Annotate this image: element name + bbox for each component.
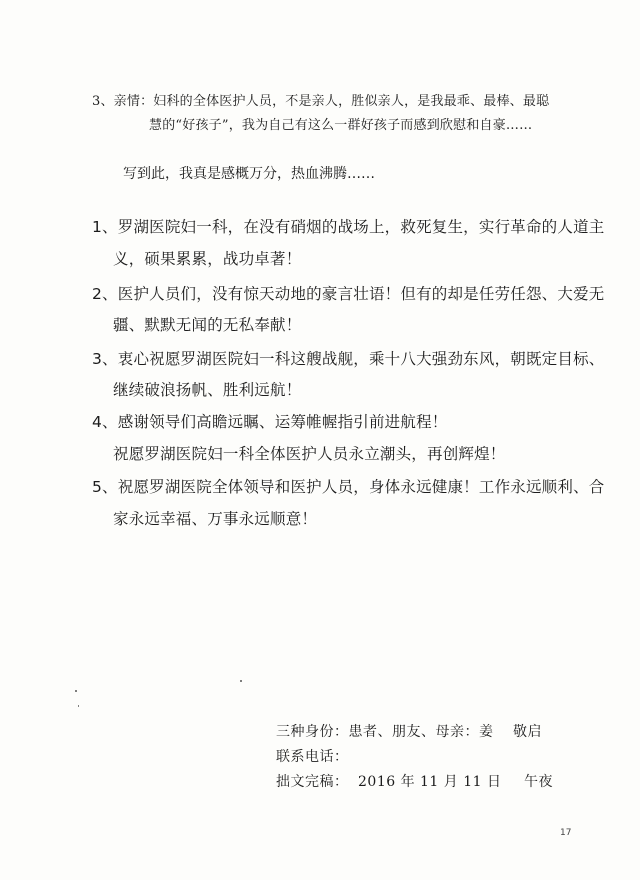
signature-identity: 三种身份：患者、朋友、母亲：姜 <box>276 724 494 740</box>
item-3-line-1: 3、衷心祝愿罗湖医院妇一科这艘战舰，乘十八大强劲东风，朝既定目标、 <box>92 350 605 368</box>
item-2-line-1: 2、医护人员们，没有惊天动地的豪言壮语！但有的却是任劳任怨、大爱无 <box>92 285 605 303</box>
scan-speck <box>78 705 79 707</box>
item-2-line-2: 疆、默默无闻的无私奉献！ <box>113 316 302 334</box>
item-4-line-1: 4、感谢领导们高瞻远瞩、运筹帷幄指引前进航程！ <box>92 413 448 431</box>
signature-date-label: 拙文完稿： <box>276 774 349 790</box>
paragraph-3-line-1: 3、亲情：妇科的全体医护人员，不是亲人，胜似亲人，是我最乖、最棒、最聪 <box>92 94 550 109</box>
signature-time: 午夜 <box>524 774 553 790</box>
scan-speck <box>75 690 77 692</box>
page-number: 17 <box>560 828 572 838</box>
signature-respect: 敬启 <box>513 724 542 740</box>
item-3-line-2: 继续破浪扬帆、胜利远航！ <box>113 381 302 399</box>
scan-speck <box>240 680 242 682</box>
intro-line: 写到此，我真是感概万分，热血沸腾…… <box>123 166 375 182</box>
paragraph-3-line-2: 慧的“好孩子”，我为自己有这么一群好孩子而感到欣慰和自豪…… <box>149 118 533 133</box>
item-1-line-2: 义，硕果累累，战功卓著！ <box>113 250 302 268</box>
item-4-line-2: 祝愿罗湖医院妇一科全体医护人员永立潮头，再创辉煌！ <box>113 445 506 463</box>
signature-date: 2016 年 11 月 11 日 <box>358 774 502 790</box>
item-5-line-1: 5、祝愿罗湖医院全体领导和医护人员，身体永远健康！工作永远顺利、合 <box>92 478 605 496</box>
item-5-line-2: 家永远幸福、万事永远顺意！ <box>113 510 318 528</box>
item-1-line-1: 1、罗湖医院妇一科，在没有硝烟的战场上，救死复生，实行革命的人道主 <box>92 218 605 236</box>
signature-phone-label: 联系电话： <box>276 749 349 765</box>
